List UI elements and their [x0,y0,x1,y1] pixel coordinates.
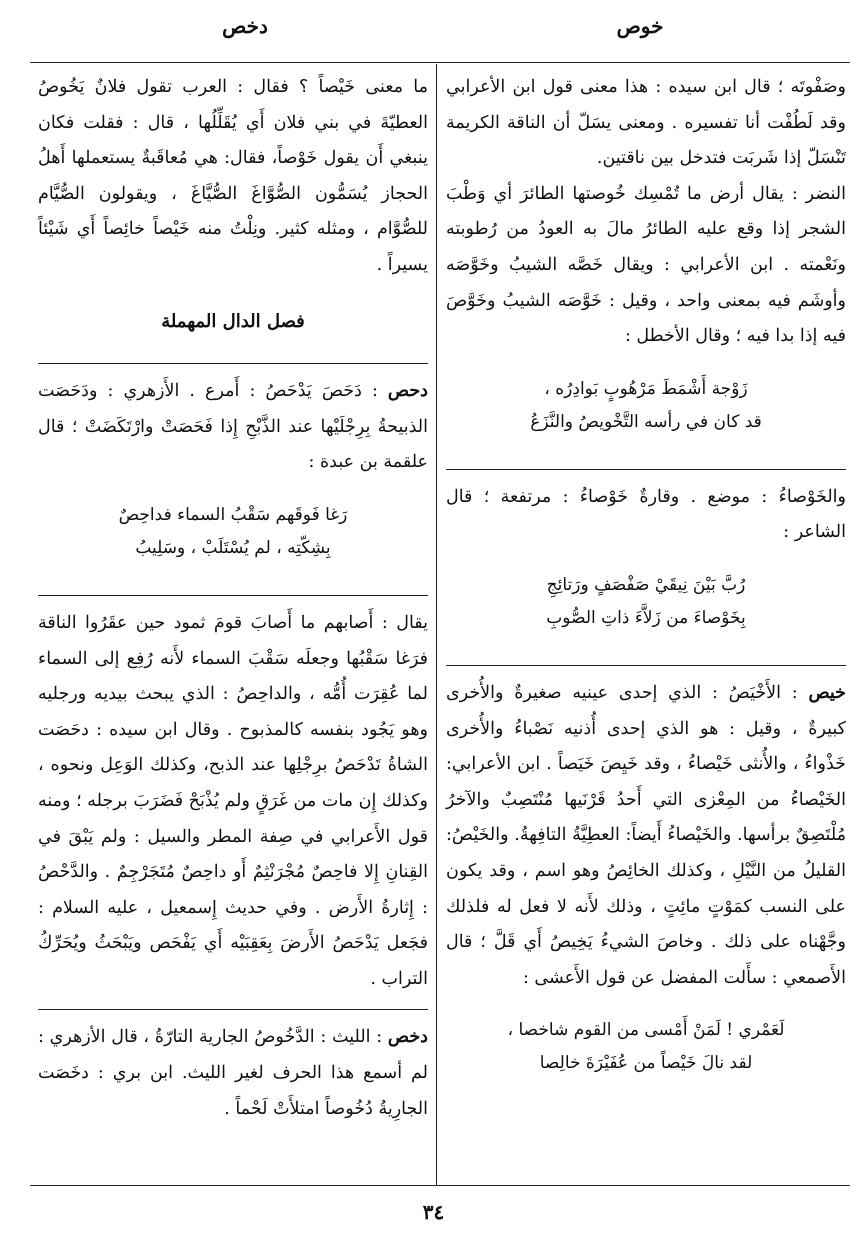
section-rule [446,469,846,470]
headword: خيص [808,682,846,703]
entry-text: يقال : أَصابهم ما أَصابَ قومَ ثمود حين عقَرُوا الناقة فرَغا سَقْبُها وجعلَه سَقْبَ السماء لأَنه رُفِع إلى السماء لما عُقِرَت أُمُّه ، والداحِصُ : الذي يبحث بيديه ورجليه وهو يَجُود بنفسه كالمذبوح . وقال ابن سيده : دحَصَت الشاةُ تَدْحَصُ برِجْلِها عند الذبح، وكذلك الوَعِل ونحوه ، وكذلك إِن مات من غَرَقٍ ولم يُذْبَحْ فَضَرَبَ برجله ؛ ومنه قول الأَعرابي في صِفة المطر والسيل : ولم يَبْقَ في القِنانِ إِلا فاحِصٌ مُجْرَنْثِمٌ أَو داحِصٌ مُتَجَرْجِمٌ . والدَّحْصُ : إِثارةُ الأَرض . وفي حديث إِسمعيل ، عليه السلام : فجَعل يَدْحَصُ الأَرضَ بِعَقِبَيْه أَي يَفْحَص ويَبْحَثُ ويُحَرِّكُ التراب . [38,612,428,989]
section-rule [38,595,428,596]
column-divider [436,64,437,1185]
verse-block [446,551,846,653]
verse-block [446,355,846,457]
entry-text: وصَفْوتَه ؛ قال ابن سيده : هذا معنى قول ابن الأعرابي وقد لَطُفْت أنا تفسيره . ومعنى يسَلّ أن الناقة الكريمة تَنْسَلّ إذا شَربَت فتدخل بين ناقتين. [446,77,846,169]
header-rule [30,62,850,63]
entry-body: : دَحَصَ يَدْحَصُ : أَمرع . الأَزهري : ودَحَصَت الذبيحةُ بِرِجْلَيْها عند الذَّبْحِ إِذا فَحَصَتْ وارْتَكَضَتْ ؛ قال علقمة بن عبدة : [38,381,428,473]
section-rule [38,363,428,364]
section-title: فصل الدال المهملة [161,310,305,332]
footer-rule [30,1185,850,1186]
entry-text: ما معنى خَيْصاً ؟ فقال : العرب تقول فلانٌ يَخُوصُ العطيّةَ في بني فلان أَي يُقَلِّلُها ، قال : فقلت فكان ينبغي أَن يقول خَوْصاً، فقال: هي مُعاقَبةٌ يستعملها أَهلُ الحجاز يُسَمُّون الصُّوَّاغَ الصُّيَّاغَ ، ويقولون الصُّيَّام للصُّوَّام ، ومثله كثير. ونِلْتُ منه خَيْصاً خائِصاً أَي شَيْئاً يسيراً . [38,77,428,275]
verse-block [38,481,428,583]
running-header-right: خوص [616,14,664,38]
verse-line: زَوْجة أَشْمَطَ مَرْهُوبٍ بَوادِرُه ، [544,378,748,399]
headword: دحص [387,381,428,402]
verse-line: بِشِكّتِه ، لم يُسْتَلَبْ ، وسَلِيبُ [135,537,331,558]
entry-body: : الليث : الدَّخُوصُ الجارية التارّةُ ، قال الأزهري : لم أسمع هذا الحرف لغير الليث. ابن بري : دخَصَت الجارِيةُ دُخُوصاً امتلأَتْ لَحْماً . [38,1027,428,1119]
entry-text: والخَوْصاءُ : موضع . وقارةٌ خَوْصاءُ : مرتفعة ؛ قال الشاعر : [446,486,846,543]
entry-text [38,374,428,481]
verse-line: لقد نالَ خَيْصاً من عُفَيْرَةَ خالِصا [539,1053,753,1074]
verse-line: لَعَمْري ! لَمَنْ أَمْسى من القوم شاخصا ، [507,1020,785,1041]
section-rule [446,665,846,666]
entry-text [38,1020,428,1127]
section-rule [38,1009,428,1010]
left-column [38,70,428,1127]
verse-line: قد كان في رأسه التَّخْويصُ والنَّزَعُ [530,411,762,432]
verse-line: بِخَوْصاءَ من زَلاَّءَ ذاتِ الصُّوبِ [546,607,746,628]
verse-line: رُبَّ بَيْنَ نِيقَيْ صَفْصَفٍ ورَتائِجِ [546,574,746,595]
verse-block [446,996,846,1098]
right-column [446,70,846,1098]
verse-line: رَغا فَوقَهم سَقْبُ السماء فداحِصٌ [118,504,348,525]
page-number: ٣٤ [422,1200,445,1224]
running-header-left: دخص [222,14,268,38]
headword: دخص [387,1027,428,1048]
entry-text: النضر : يقال أرض ما تُمْسِك خُوصتها الطائرَ أي وَطْبَ الشجر إذا وقع عليه الطائرُ مالَ به العودُ من رُطوبته ونَعْمته . ابن الأعرابي : ويقال خَصَّه الشيبُ وخَوَّصَه وأوشَم فيه بمعنى واحد ، وقيل : خَوَّصَه الشيبُ وخَوَّصَ فيه إذا بدا فيه ؛ وقال الأخطل : [446,183,846,347]
entry-body: : الأَخْيَصُ : الذي إحدى عينيه صغيرةٌ والأُخرى كبيرةٌ ، وقيل : هو الذي إحدى أُذنيه نَصْباءُ والأُخرى خَذْواءُ ، والأُنثى خَيْصاءُ ، وقد خَيِصَ خَيَصاً . ابن الأعرابي: الخَيْصاءُ من المِعْزى التي أَحدُ قَرْنَيها مُنْتَصِبٌ والآخرُ مُلْتَصِقٌ برأسها. والخَيْصاءُ أَيضاً: العطِيَّةُ التافِهةُ. والخَيْصُ: القليلُ من النَّيْلِ ، وكذلك الخائِصُ وهو اسم ، وقد يكون على النسب كمَوْتٍ مائِتٍ ، وذلك لأَنه لا فعل له فلذلك وجَّهْناه على ذلك . وخاصَ الشيءُ يَخِيصُ أَي قَلَّ ؛ قال الأَصمعي : سأَلت المفضل عن قول الأَعشى : [446,682,846,988]
entry-text [446,676,846,996]
